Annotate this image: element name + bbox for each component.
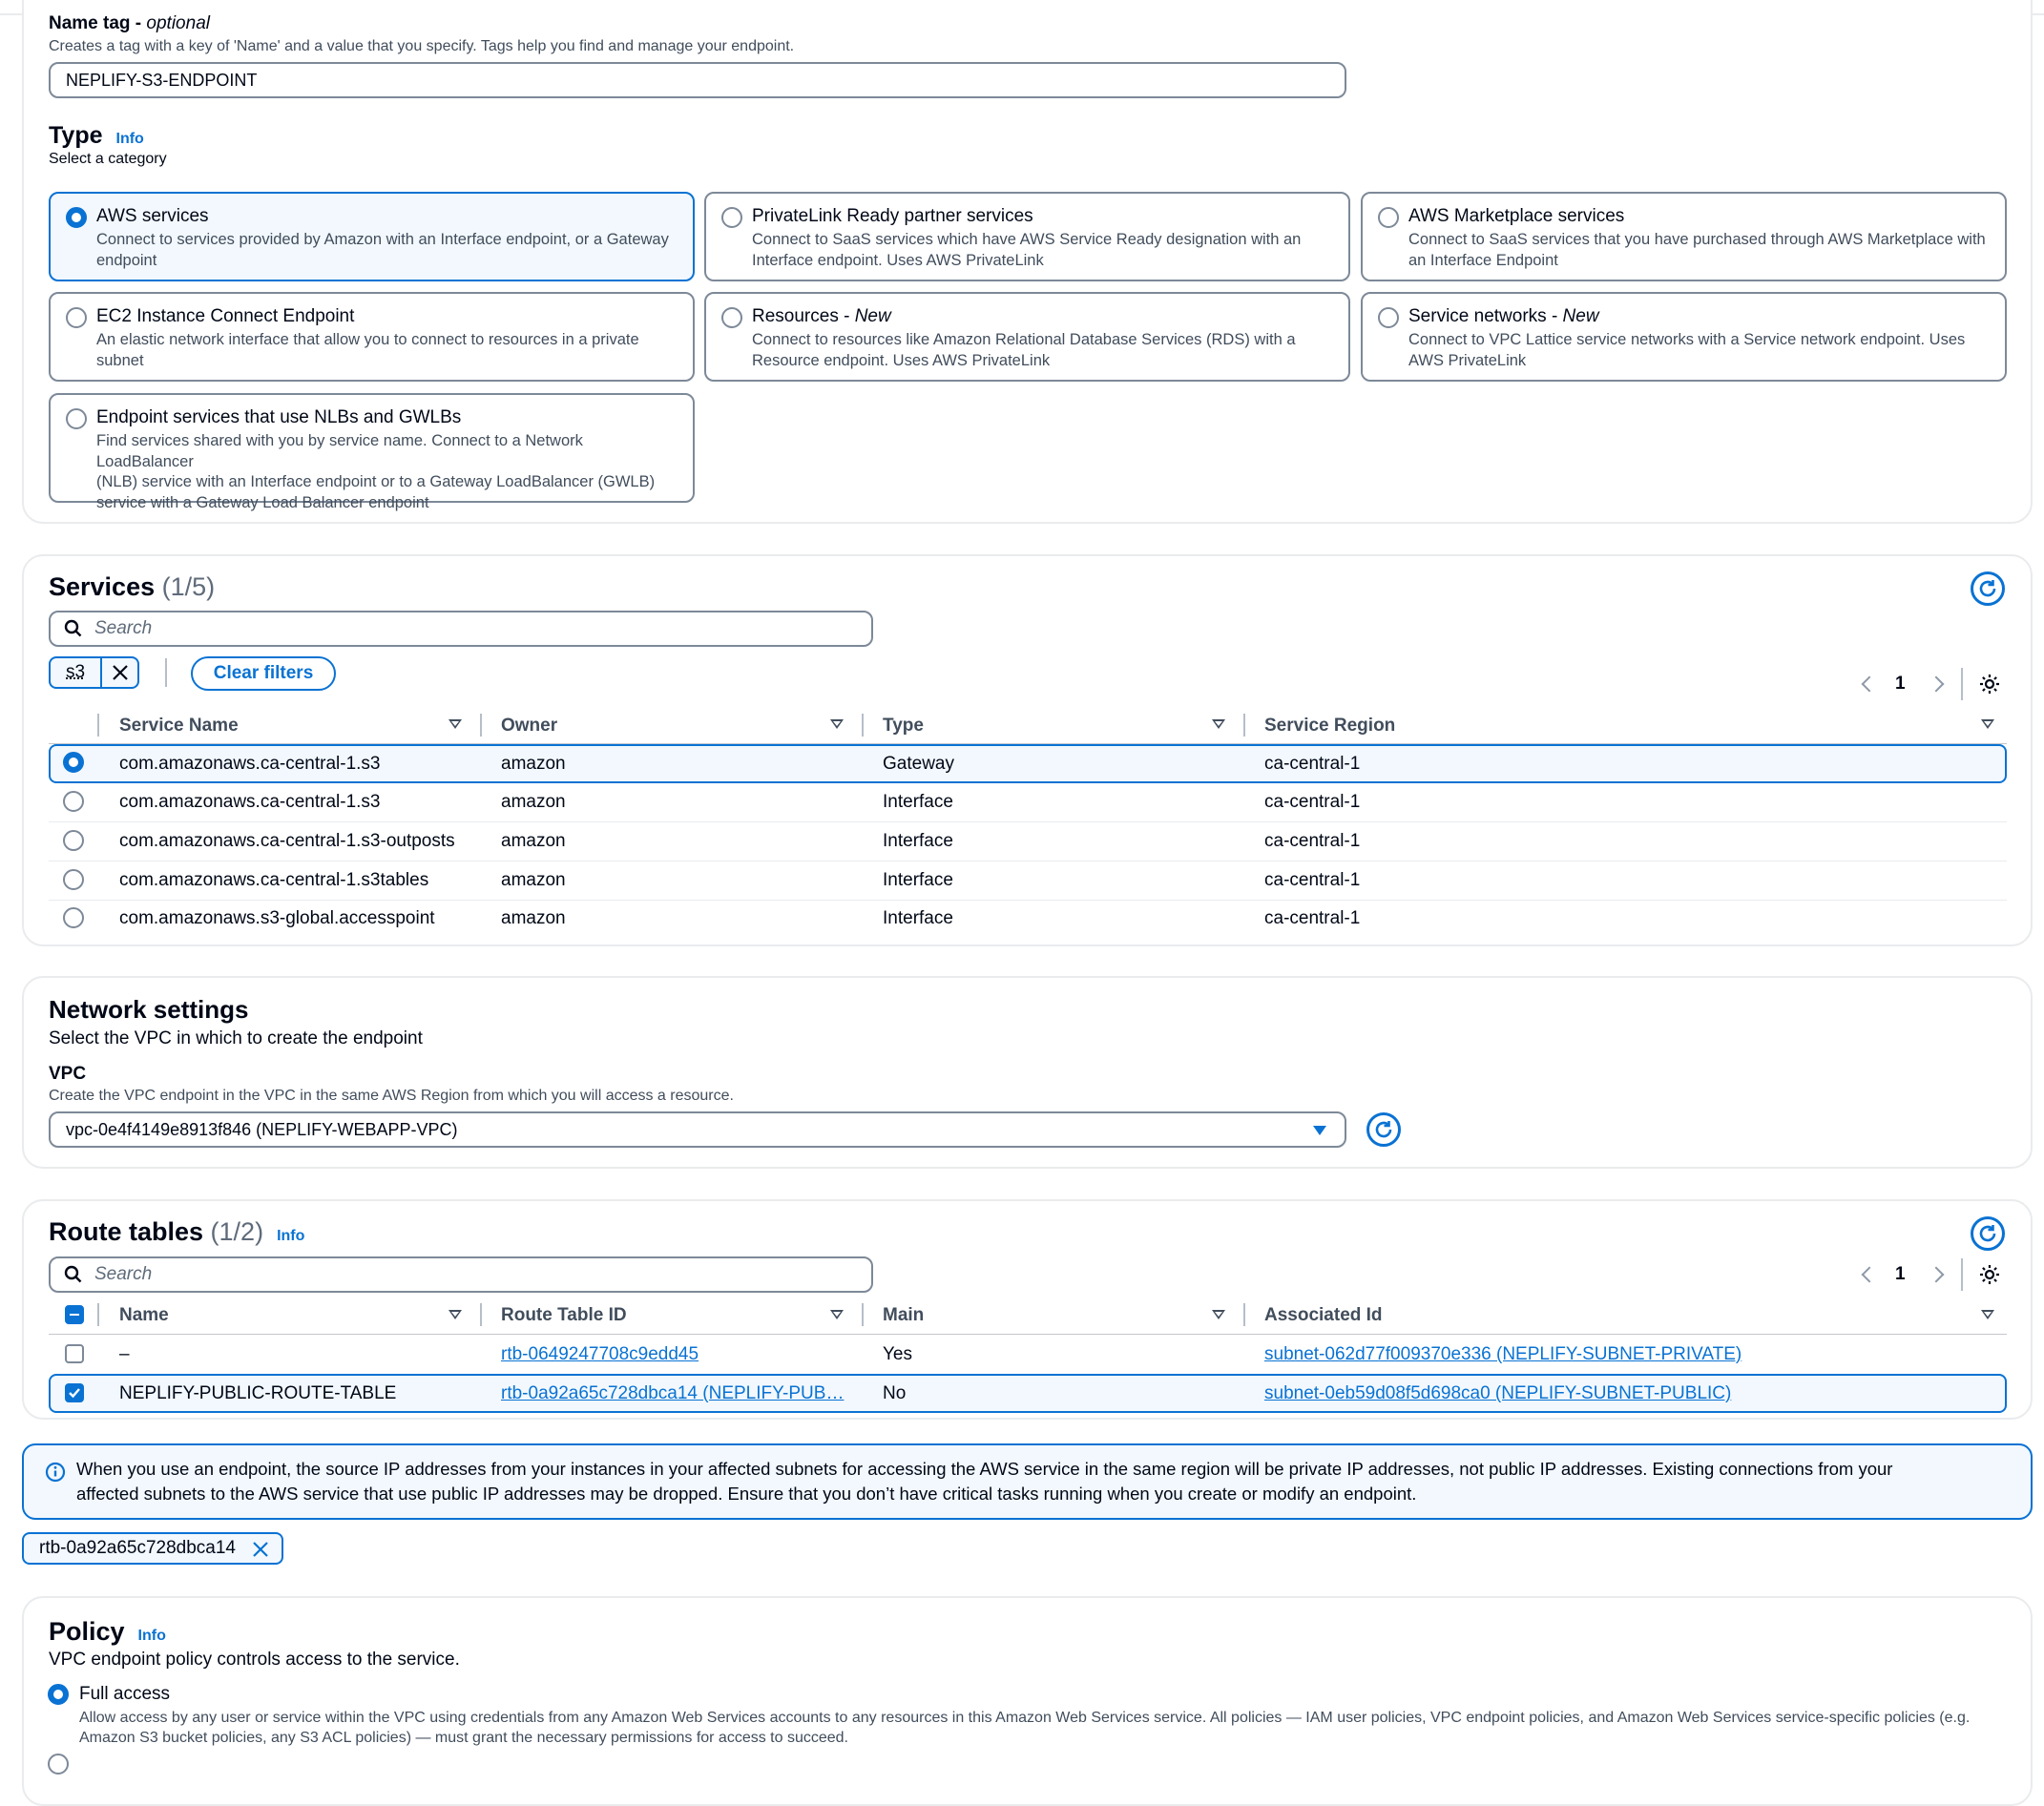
- close-icon[interactable]: [111, 663, 130, 682]
- radio-privatelink-partner[interactable]: [721, 207, 742, 228]
- refresh-icon: [1977, 1223, 1998, 1244]
- sort-icon[interactable]: [830, 1310, 844, 1319]
- sort-icon[interactable]: [1212, 719, 1225, 729]
- col-service-region[interactable]: Service Region: [1264, 716, 1396, 736]
- sort-icon[interactable]: [830, 719, 844, 729]
- row-divider: [49, 900, 2007, 901]
- col-route-table-id[interactable]: Route Table ID: [501, 1305, 627, 1325]
- associated-id-link[interactable]: subnet-062d77f009370e336 (NEPLIFY-SUBNET-PRIVATE): [1264, 1344, 1742, 1364]
- close-icon[interactable]: [251, 1540, 270, 1559]
- indeterminate-mark: [70, 1314, 79, 1316]
- alert-line: When you use an endpoint, the source IP addresses from your instances in your affected subnets for accessing the AWS service in the same region will be private IP addresses, not public IP addresses. Existing connections from your: [76, 1459, 1893, 1479]
- type-cell: Interface: [883, 792, 953, 812]
- type-option-aws-services[interactable]: [49, 192, 695, 281]
- vpc-label: VPC: [49, 1064, 87, 1084]
- info-icon: [45, 1462, 66, 1483]
- region-cell: ca-central-1: [1264, 908, 1361, 928]
- option-desc: AWS PrivateLink: [1408, 351, 1527, 369]
- option-desc: Connect to SaaS services that you have purchased through AWS Marketplace with: [1408, 231, 1986, 248]
- selected-route-table-token: [22, 1532, 283, 1565]
- service-name-cell: com.amazonaws.ca-central-1.s3: [119, 792, 381, 812]
- type-option-ec2-instance-connect[interactable]: [49, 292, 695, 382]
- pager-divider: [1961, 1258, 1963, 1291]
- type-heading: Type Info: [49, 122, 144, 149]
- owner-cell: amazon: [501, 870, 566, 890]
- sort-icon[interactable]: [1212, 1310, 1225, 1319]
- radio-ec2-instance-connect[interactable]: [66, 307, 87, 328]
- col-separator: [480, 714, 482, 737]
- option-desc: Connect to VPC Lattice service networks with a Service network endpoint. Uses: [1408, 331, 1966, 348]
- check-icon: [68, 1386, 81, 1400]
- region-cell: ca-central-1: [1264, 870, 1361, 890]
- option-desc: Connect to SaaS services which have AWS Service Ready designation with an: [752, 231, 1302, 248]
- service-name-cell: com.amazonaws.s3-global.accesspoint: [119, 908, 435, 928]
- col-owner[interactable]: Owner: [501, 716, 558, 736]
- col-associated-id[interactable]: Associated Id: [1264, 1305, 1383, 1325]
- option-title: PrivateLink Ready partner services: [752, 206, 1033, 226]
- vpc-hint: Create the VPC endpoint in the VPC in the same AWS Region from which you will access a resource.: [49, 1088, 734, 1104]
- name-tag-input[interactable]: [49, 62, 1346, 98]
- services-search-input[interactable]: [49, 611, 873, 647]
- service-name-cell: com.amazonaws.ca-central-1.s3: [119, 754, 381, 774]
- owner-cell: amazon: [501, 831, 566, 851]
- services-heading: Services (1/5): [49, 572, 216, 601]
- services-count: (1/5): [161, 572, 216, 601]
- services-refresh-button[interactable]: [1971, 571, 2005, 606]
- owner-cell: amazon: [501, 792, 566, 812]
- region-cell: ca-central-1: [1264, 754, 1361, 774]
- type-cell: Interface: [883, 908, 953, 928]
- refresh-icon: [1373, 1119, 1394, 1140]
- main-cell: Yes: [883, 1344, 912, 1364]
- search-placeholder: Search: [94, 1264, 153, 1284]
- option-desc: Interface endpoint. Uses AWS PrivateLink: [752, 251, 1044, 269]
- main-cell: No: [883, 1383, 907, 1403]
- option-title-text: Resources -: [752, 306, 855, 326]
- col-separator: [480, 1303, 482, 1326]
- clear-filters-button[interactable]: Clear filters: [191, 656, 336, 691]
- option-title: EC2 Instance Connect Endpoint: [96, 306, 355, 326]
- filter-token-label: s3: [66, 662, 86, 682]
- col-separator: [97, 1303, 99, 1326]
- policy-full-access-label[interactable]: Full access: [79, 1684, 171, 1704]
- route-name-cell: –: [119, 1344, 130, 1364]
- row-radio[interactable]: [63, 869, 84, 890]
- service-name-cell: com.amazonaws.ca-central-1.s3tables: [119, 870, 429, 890]
- sort-icon[interactable]: [448, 719, 462, 729]
- token-divider: [100, 656, 102, 689]
- row-radio[interactable]: [63, 791, 84, 812]
- vpc-select[interactable]: [49, 1111, 1346, 1148]
- option-title: AWS services: [96, 206, 209, 226]
- col-type[interactable]: Type: [883, 716, 924, 736]
- type-option-privatelink-partner[interactable]: [704, 192, 1350, 281]
- sort-icon[interactable]: [1981, 1310, 1994, 1319]
- option-desc: Connect to resources like Amazon Relational Database Services (RDS) with a: [752, 331, 1296, 348]
- name-tag-label: Name tag - optional: [49, 13, 210, 33]
- route-table-id-link[interactable]: rtb-0649247708c9edd45: [501, 1344, 699, 1364]
- route-table-id-link[interactable]: rtb-0a92a65c728dbca14 (NEPLIFY-PUB…: [501, 1383, 845, 1403]
- filter-divider: [165, 658, 167, 687]
- search-icon: [64, 619, 83, 638]
- policy-desc-line: Amazon S3 bucket policies, any S3 ACL policies) — must grant the necessary permissions for access to succeed.: [79, 1730, 848, 1746]
- policy-desc-line: Allow access by any user or service within the VPC using credentials from any Amazon Web Services accounts to any resources in this Amazon Web Services service. All policies — IAM user policies, VPC endpoint policies, and Amazon Web Services service-specific policies (e.g.: [79, 1710, 1971, 1726]
- type-option-endpoint-services[interactable]: [49, 393, 695, 511]
- policy-full-access-radio[interactable]: [48, 1684, 69, 1705]
- network-hint: Select the VPC in which to create the endpoint: [49, 1028, 423, 1048]
- type-cell: Interface: [883, 831, 953, 851]
- alert-text: [76, 1457, 1892, 1506]
- option-title: Endpoint services that use NLBs and GWLBs: [96, 407, 462, 427]
- radio-marketplace[interactable]: [1378, 207, 1399, 228]
- sort-icon[interactable]: [448, 1310, 462, 1319]
- row-radio[interactable]: [63, 907, 84, 928]
- policy-full-access-desc: [79, 1708, 1970, 1748]
- option-desc: subnet: [96, 351, 144, 369]
- row-radio[interactable]: [63, 752, 84, 773]
- radio-resources[interactable]: [721, 307, 742, 328]
- owner-cell: amazon: [501, 754, 566, 774]
- col-name[interactable]: Name: [119, 1305, 169, 1325]
- col-main[interactable]: Main: [883, 1305, 925, 1325]
- policy-card: [22, 1596, 2033, 1806]
- route-tables-page-number[interactable]: 1: [1895, 1264, 1906, 1284]
- pager-divider: [1961, 668, 1963, 700]
- info-alert: [22, 1443, 2033, 1520]
- policy-info-link[interactable]: Info: [137, 1628, 166, 1644]
- option-desc: An elastic network interface that allow you to connect to resources in a private: [96, 331, 639, 348]
- services-page-number[interactable]: 1: [1895, 674, 1906, 694]
- row-divider: [49, 821, 2007, 822]
- option-title-text: Service networks -: [1408, 306, 1563, 326]
- search-icon: [64, 1265, 83, 1284]
- header-divider: [49, 1334, 2007, 1335]
- route-tables-heading: Route tables (1/2) Info: [49, 1217, 305, 1246]
- col-service-name[interactable]: Service Name: [119, 716, 239, 736]
- policy-hint: VPC endpoint policy controls access to the service.: [49, 1650, 460, 1670]
- vpc-selected-value: vpc-0e4f4149e8913f846 (NEPLIFY-WEBAPP-VPC): [66, 1119, 458, 1139]
- settings-gear-icon[interactable]: [1978, 673, 2001, 695]
- select-all-checkbox[interactable]: [65, 1305, 84, 1324]
- col-separator: [862, 714, 864, 737]
- route-tables-search-input[interactable]: [49, 1256, 873, 1293]
- route-tables-info-link[interactable]: Info: [277, 1228, 305, 1244]
- owner-cell: amazon: [501, 908, 566, 928]
- sort-icon[interactable]: [1981, 719, 1994, 729]
- new-tag: New: [1562, 306, 1599, 326]
- name-tag-hint: Creates a tag with a key of 'Name' and a value that you specify. Tags help you find and manage your endpoint.: [49, 38, 795, 54]
- type-info-link[interactable]: Info: [115, 131, 144, 147]
- region-cell: ca-central-1: [1264, 831, 1361, 851]
- type-option-service-networks[interactable]: [1361, 292, 2007, 382]
- type-option-marketplace[interactable]: [1361, 192, 2007, 281]
- type-option-resources[interactable]: [704, 292, 1350, 382]
- policy-heading: Policy Info: [49, 1617, 166, 1646]
- policy-custom-radio[interactable]: [48, 1754, 69, 1775]
- search-placeholder: Search: [94, 618, 153, 638]
- service-name-cell: com.amazonaws.ca-central-1.s3-outposts: [119, 831, 455, 851]
- radio-endpoint-services[interactable]: [66, 408, 87, 429]
- option-desc: Find services shared with you by service name. Connect to a Network LoadBalancer: [96, 432, 583, 470]
- option-desc: (NLB) service with an Interface endpoint or to a Gateway LoadBalancer (GWLB): [96, 473, 656, 490]
- filter-token: [49, 656, 139, 689]
- option-desc: Resource endpoint. Uses AWS PrivateLink: [752, 351, 1051, 369]
- option-title: AWS Marketplace services: [1408, 206, 1625, 226]
- radio-aws-services[interactable]: [66, 207, 87, 228]
- network-heading: Network settings: [49, 995, 249, 1024]
- new-tag: New: [854, 306, 891, 326]
- vpc-refresh-button[interactable]: [1366, 1112, 1401, 1147]
- caret-down-icon: [1312, 1125, 1327, 1136]
- col-separator: [862, 1303, 864, 1326]
- col-separator: [97, 714, 99, 737]
- option-desc: endpoint: [96, 251, 157, 269]
- route-name-cell: NEPLIFY-PUBLIC-ROUTE-TABLE: [119, 1383, 397, 1403]
- settings-gear-icon[interactable]: [1978, 1263, 2001, 1286]
- type-hint: Select a category: [49, 151, 167, 167]
- type-cell: Gateway: [883, 754, 954, 774]
- type-cell: Interface: [883, 870, 953, 890]
- option-desc: Connect to services provided by Amazon with an Interface endpoint, or a Gateway: [96, 231, 669, 248]
- option-desc: an Interface Endpoint: [1408, 251, 1558, 269]
- route-tables-refresh-button[interactable]: [1971, 1216, 2005, 1251]
- col-separator: [1243, 714, 1245, 737]
- option-desc: service with a Gateway Load Balancer endpoint: [96, 493, 429, 511]
- row-radio[interactable]: [63, 830, 84, 851]
- name-tag-value: NEPLIFY-S3-ENDPOINT: [66, 70, 258, 90]
- refresh-icon: [1977, 578, 1998, 599]
- region-cell: ca-central-1: [1264, 792, 1361, 812]
- col-separator: [1243, 1303, 1245, 1326]
- option-title: [752, 305, 1331, 328]
- option-title: [1408, 305, 1988, 328]
- row-checkbox[interactable]: [65, 1383, 84, 1402]
- radio-service-networks[interactable]: [1378, 307, 1399, 328]
- associated-id-link[interactable]: subnet-0eb59d08f5d698ca0 (NEPLIFY-SUBNET-PUBLIC): [1264, 1383, 1732, 1403]
- alert-line: affected subnets to the AWS service that use public IP addresses may be dropped. Ensure that you don’t have critical tasks running when you create or modify an endpoint.: [76, 1484, 1417, 1504]
- row-checkbox[interactable]: [65, 1344, 84, 1363]
- route-tables-count: (1/2): [210, 1217, 264, 1246]
- token-label: rtb-0a92a65c728dbca14: [39, 1538, 237, 1558]
